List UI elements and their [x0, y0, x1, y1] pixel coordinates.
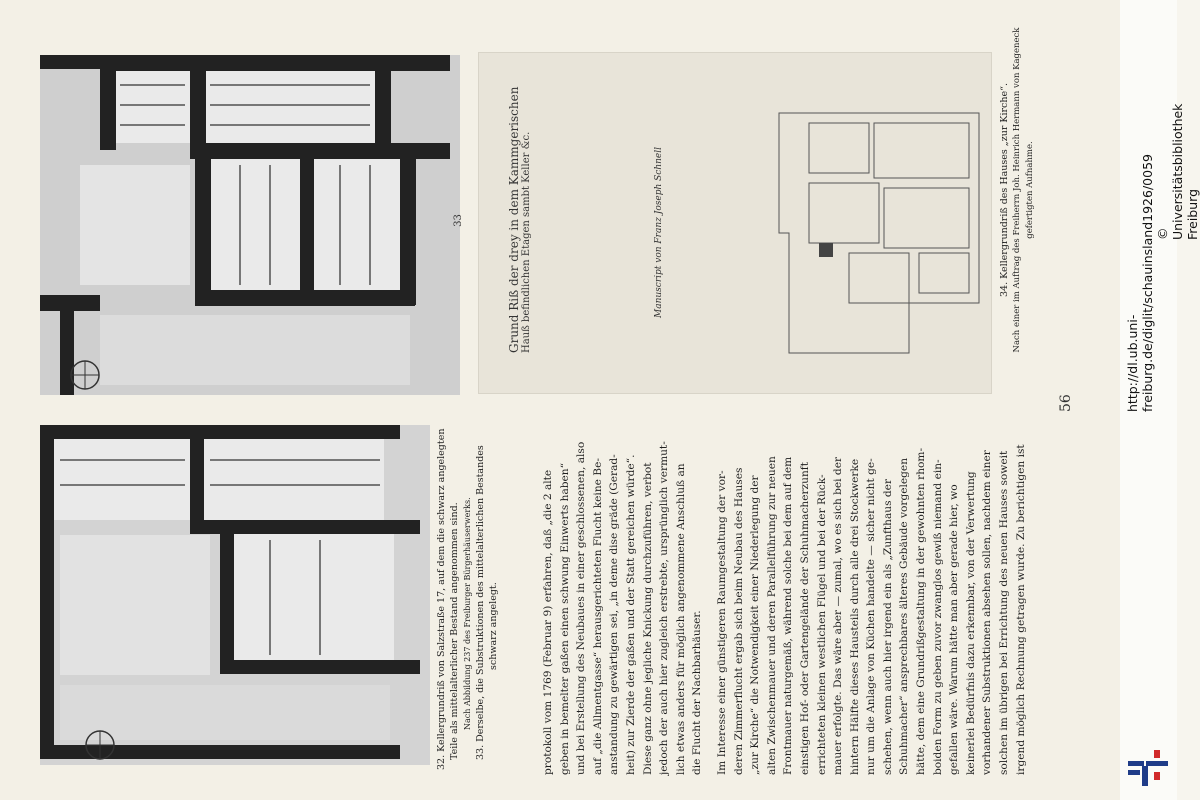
- parchment-title-line2: Hauß befindlichen Etagen sambt Keller &c.: [521, 131, 532, 353]
- body-line: lich etwas anders für möglich angenommene Anschluß an: [674, 463, 687, 775]
- copyright-notice: © Universitätsbibliothek Freiburg: [1155, 103, 1200, 240]
- body-line: boiden Form zu geben zuvor zwanglos gewiß niemand ein-: [931, 459, 944, 775]
- body-line: Im Interesse einer günstigeren Raumgestaltung der vor-: [715, 470, 728, 775]
- floor-plan-32-svg: [40, 425, 430, 765]
- body-line: und bei Erstellung des Neubaues in einer geschlossenen, also: [575, 441, 588, 775]
- floor-plan-figure-33: [40, 55, 460, 395]
- body-line: Diese ganz ohne jegliche Knickung durchzuführen, verbot: [641, 462, 654, 775]
- body-line: keinerlei Bedürfnis dazu erkennbar, von der Verwertung: [964, 471, 977, 775]
- body-text-column: [540, 415, 1029, 775]
- body-line: die Flucht der Nachbarhäuser.: [691, 610, 704, 775]
- body-line: jedoch der auch hier zugleich erstrebte, ursprünglich vermut-: [658, 441, 671, 775]
- body-line: geben in bemelter gaßen einen schwung Einwerts haben“: [558, 462, 571, 775]
- figure-33-number: 33: [452, 214, 464, 227]
- body-line: solchen im übrigen bei Errichtung des neuen Hauses soweit: [998, 450, 1011, 775]
- caption-line: 33. Derselbe, die Substruktionen des mittelalterlichen Bestandes: [475, 445, 486, 760]
- caption-line: Teile als mittelalterlicher Bestand angenommen sind.: [449, 502, 460, 760]
- caption-line: schwarz angelegt.: [488, 582, 499, 670]
- body-line: mauer erfolgte. Das wäre aber — zumal, wo es sich bei der: [832, 456, 845, 775]
- body-line: protokoll vom 1769 (Februar 9) erfahren, daß „die 2 alte: [542, 469, 554, 775]
- floor-plan-33-svg: [40, 55, 460, 395]
- figure-34-caption: [998, 20, 1037, 360]
- body-line: irgend möglich Rechnung getragen wurde. Zu berichtigen ist: [1014, 444, 1027, 775]
- body-line: schehen, wenn auch hier irgend ein als „Zunfthaus der: [881, 478, 894, 775]
- body-line: vorhandener Substruktionen absehen sollen, nachdem einer: [981, 450, 994, 775]
- body-line: anstandung zu gewärtigen sei, „in deme dise gräde (Gerad-: [608, 454, 621, 775]
- body-line: errichteten kleinen westlichen Flügel und bei der Rück-: [815, 474, 828, 775]
- document-url-link[interactable]: http://dl.ub.uni-freiburg.de/diglit/schauinsland1926/0059: [1125, 154, 1155, 412]
- parchment-title: [507, 73, 532, 353]
- figure-32-33-caption: [435, 410, 500, 770]
- floor-plan-figure-32: [40, 425, 430, 765]
- body-line: deren Zimmerflucht ergab sich beim Neubau des Hauses: [732, 467, 745, 775]
- body-line: hätte, dem eine Grundrißgestaltung in der gewohnten rhom-: [915, 447, 928, 775]
- body-line: einstigen Hof- oder Gartengelände der Schuhmacherzunft: [798, 462, 811, 775]
- caption-line: 32. Kellergrundriß von Salzstraße 17, auf dem die schwarz angelegten: [436, 428, 447, 770]
- body-line: Frontmauer naturgemäß, während solche bei dem auf dem: [782, 456, 795, 775]
- body-line: alten Zwischenmauer und deren Parallelführung zur neuen: [765, 456, 778, 775]
- caption-line: 34. Kellergrundriß des Hauses „zur Kirche“.: [999, 83, 1010, 297]
- caption-line: gefertigten Aufnahme.: [1025, 141, 1035, 239]
- body-line: nur um die Anlage von Küchen handelte — sicher nicht ge-: [865, 458, 878, 775]
- library-logo-icon: [1128, 746, 1172, 790]
- page-number: 56: [1058, 394, 1074, 412]
- body-line: heit) zur Zierde der gaßen und der Statt gereichen würde“.: [624, 454, 637, 775]
- parchment-figure-34: [478, 52, 992, 394]
- body-line: Schuhmacher“ ansprechbares älteres Gebäude vorgelegen: [898, 457, 911, 775]
- caption-line: Nach Abbildung 237 des Freiburger Bürgerhäuserwerks.: [463, 497, 472, 730]
- body-line: auf „die Allmentgasse“ herausgerichteten Flucht keine Be-: [591, 458, 604, 775]
- caption-line: Nach einer im Auftrag des Freiherrn Joh. Heinrich Hermann von Kageneck: [1012, 27, 1022, 353]
- parchment-title-line1: Grund Riß der drey in dem Kammgerischen: [507, 86, 521, 353]
- body-line: [706, 415, 714, 775]
- body-line: „zur Kirche“ die Notwendigkeit einer Niederlegung der: [749, 475, 762, 775]
- body-line: gefallen wäre. Warum hätte man aber gerade hier, wo: [948, 484, 961, 775]
- body-line: hintern Hälfte dieses Hausteils durch alle drei Stockwerke: [848, 458, 861, 775]
- parchment-signature: Manuscript von Franz Joseph Schnell: [654, 147, 664, 318]
- parchment-plan-svg: [479, 53, 991, 393]
